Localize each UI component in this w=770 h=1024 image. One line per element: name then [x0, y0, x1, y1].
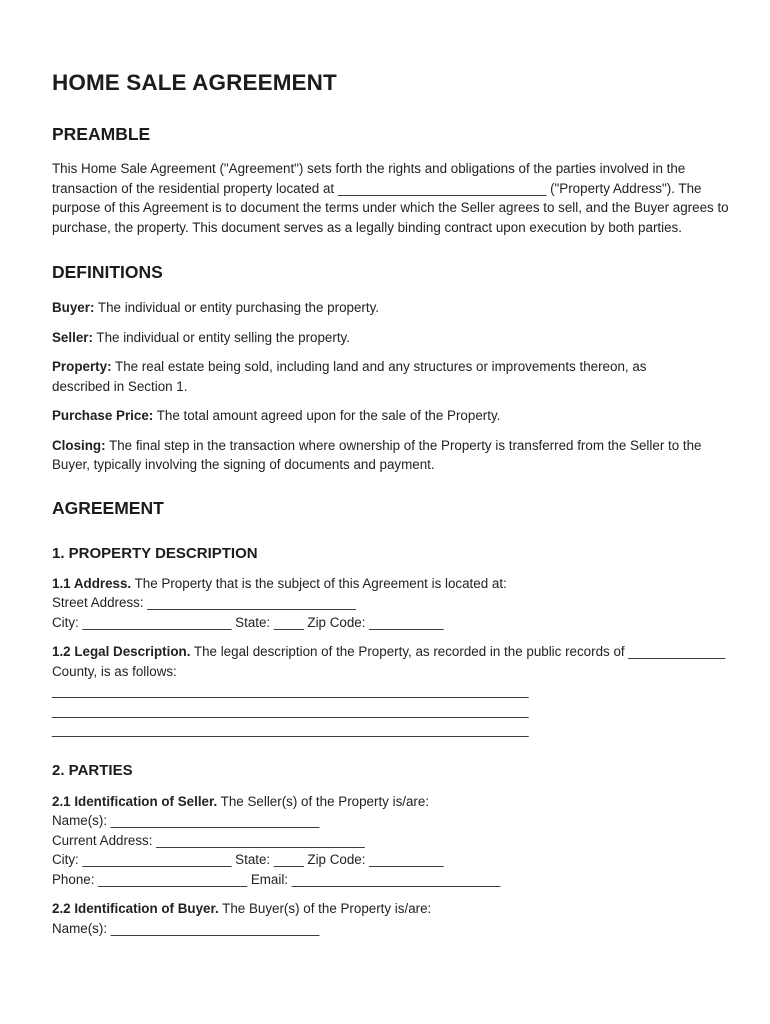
definitions-heading: DEFINITIONS	[52, 262, 163, 282]
clause-2-2	[52, 899, 732, 919]
definition-purchase-price	[52, 406, 732, 426]
legal-description-blank: ________________________________________________________________	[52, 702, 529, 718]
legal-description-blank: ________________________________________________________________	[52, 722, 529, 737]
buyer-name-blank: Name(s): ____________________________	[52, 920, 320, 936]
seller-city-state-zip-blank: City: ____________________ State: ____ Zip Code: __________	[52, 852, 444, 867]
legal-description-blank: ________________________________________________________________	[52, 683, 529, 698]
definition-term: Buyer:	[52, 300, 95, 315]
clause-1-1	[52, 574, 732, 594]
document-title: HOME SALE AGREEMENT	[52, 70, 337, 95]
definition-property	[52, 357, 667, 396]
clause-2-1	[52, 792, 732, 812]
definition-term: Closing:	[52, 437, 106, 453]
clause-1-2	[52, 642, 732, 681]
document-page	[52, 70, 732, 938]
street-address-blank: Street Address: ____________________________	[52, 595, 356, 610]
definition-text: The total amount agreed upon for the sale of the Property.	[153, 408, 501, 423]
clause-term: 1.1 Address.	[52, 575, 132, 591]
agreement-heading: AGREEMENT	[52, 497, 164, 518]
clause-text: The Property that is the subject of this Agreement is located at:	[131, 575, 507, 591]
definition-seller	[52, 328, 732, 348]
city-state-zip-blank: City: ____________________ State: ____ Zip Code: __________	[52, 614, 444, 630]
preamble-paragraph: This Home Sale Agreement ("Agreement") sets forth the rights and obligations of the parties involved in the transaction of the residential property located at ____________________________ ("Property Address"). The purpose of this Agreement is to document the terms under which the Seller agrees to sell, and the Buyer agrees to purchase, the property. This document serves as a legally binding contract upon execution by both parties.	[52, 161, 729, 235]
definition-term: Purchase Price:	[52, 408, 154, 423]
definition-closing	[52, 436, 732, 475]
seller-name-blank: Name(s): ____________________________	[52, 813, 320, 828]
definition-text: The final step in the transaction where ownership of the Property is transferred from the Seller to the Buyer, typically involving the signing of documents and payment.	[52, 437, 702, 472]
definition-text: The real estate being sold, including land and any structures or improvements thereon, as described in Section 1.	[52, 359, 647, 394]
definition-text: The individual or entity selling the property.	[92, 329, 350, 345]
clause-text: The legal description of the Property, as recorded in the public records of _____________ County, is as follows:	[52, 644, 726, 679]
section-2-heading: 2. PARTIES	[52, 761, 133, 779]
definition-term: Property:	[52, 359, 112, 374]
clause-term: 2.1 Identification of Seller.	[52, 793, 218, 809]
clause-term: 2.2 Identification of Buyer.	[52, 901, 219, 916]
clause-text: The Buyer(s) of the Property is/are:	[218, 901, 432, 916]
seller-address-blank: Current Address: ____________________________	[52, 832, 365, 848]
definition-text: The individual or entity purchasing the property.	[94, 300, 380, 315]
seller-phone-email-blank: Phone: ____________________ Email: ____________________________	[52, 871, 501, 887]
section-1-heading: 1. PROPERTY DESCRIPTION	[52, 544, 258, 562]
definition-buyer	[52, 298, 732, 318]
preamble-heading: PREAMBLE	[52, 124, 151, 144]
clause-term: 1.2 Legal Description.	[52, 644, 191, 659]
definition-term: Seller:	[52, 329, 93, 345]
clause-text: The Seller(s) of the Property is/are:	[217, 793, 430, 809]
